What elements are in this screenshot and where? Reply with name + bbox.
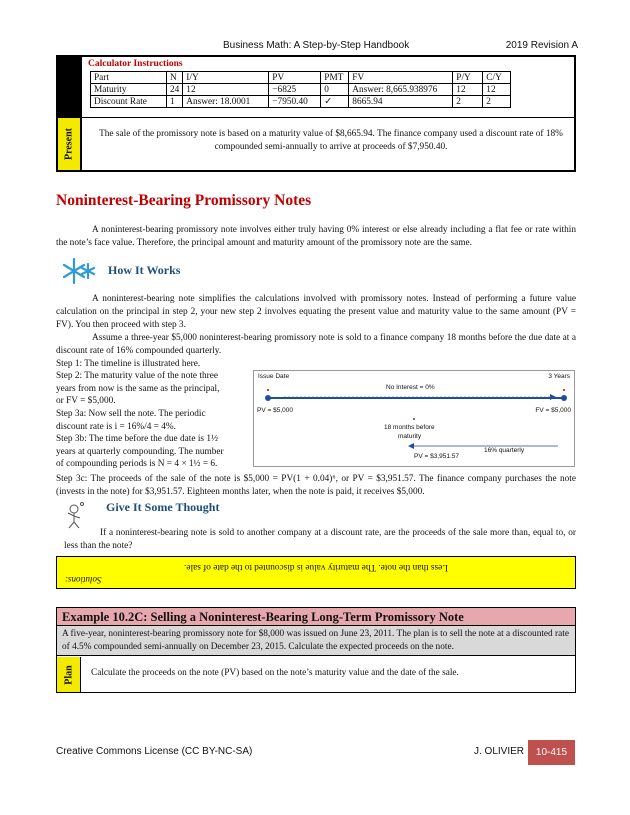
calc-cell: 2 xyxy=(483,96,511,108)
header-revision: 2019 Revision A xyxy=(505,40,578,51)
timeline-end-dot xyxy=(561,395,567,401)
step-line: years from now is the same as the principal, xyxy=(56,383,220,394)
present-text: The sale of the promissory note is based on a maturity value of $8,665.94. The finance company used a discount rate of 18% compounded semi-annually to arrive at proceeds of $7,950.40. xyxy=(99,129,563,152)
solution-box xyxy=(56,556,576,589)
solution-flipped-content xyxy=(57,557,575,588)
timeline-end-label: 3 Years xyxy=(548,373,570,380)
step-line: Step 2: The maturity value of the note three xyxy=(56,371,218,381)
plan-side-bar xyxy=(57,657,81,692)
calculator-instructions-box xyxy=(56,55,576,117)
step-3a xyxy=(56,408,206,433)
page-header xyxy=(56,40,578,52)
present-side-bar xyxy=(58,118,82,170)
solution-label: Solutions: xyxy=(65,575,102,585)
section-title: Noninterest-Bearing Promissory Notes xyxy=(56,192,312,209)
calc-row-maturity xyxy=(91,84,511,96)
header-title: Business Math: A Step-by-Step Handbook xyxy=(223,40,410,51)
calc-cell: ✓ xyxy=(321,96,349,108)
plan-text: Calculate the proceeds on the note (PV) based on the note’s maturity value and the date of the sale. xyxy=(91,668,459,678)
step-2 xyxy=(56,370,219,408)
give-it-thought-heading: Give It Some Thought xyxy=(106,500,220,514)
calc-side-bar xyxy=(58,57,82,117)
thinking-person-icon xyxy=(60,500,90,530)
calc-cell: Discount Rate xyxy=(91,96,167,108)
present-box xyxy=(56,117,576,172)
calc-header-cell: I/Y xyxy=(183,72,269,84)
timeline-fv: FV = $5,000 xyxy=(535,407,571,414)
arrow-head-icon xyxy=(550,394,556,400)
example-box xyxy=(56,607,576,693)
calc-title: Calculator Instructions xyxy=(88,59,183,69)
page-footer xyxy=(56,740,576,765)
arrow-head-left-icon xyxy=(408,443,414,449)
step-3b xyxy=(56,433,224,471)
solution-text: Less than the note. The maturity value is discounted to the date of sale. xyxy=(184,562,448,572)
example-title: Example 10.2C: Selling a Noninterest-Bearing Long-Term Promissory Note xyxy=(57,608,575,626)
timeline-diagram xyxy=(253,370,575,467)
calc-header-cell: N xyxy=(167,72,183,84)
timeline-proceeds: PV = $3,951.57 xyxy=(414,453,459,460)
step-3c: Step 3c: The proceeds of the sale of the note is $5,000 = PV(1 + 0.04)⁶, or PV = $3,951.57. The finance company purchases the note (invests in the note) for $3,951.57. Eighteen months later, when the note is paid, it receives $5,000. xyxy=(56,474,576,497)
calc-row-discount-rate xyxy=(91,96,511,108)
calc-cell: 12 xyxy=(453,84,483,96)
calc-table xyxy=(90,71,511,108)
calc-cell: 24 xyxy=(167,84,183,96)
timeline-middle-1: 18 months before xyxy=(384,424,435,431)
calc-cell: 8665.94 xyxy=(349,96,453,108)
calc-cell: −6825 xyxy=(269,84,321,96)
calc-cell: 1 xyxy=(167,96,183,108)
calc-header-cell: C/Y xyxy=(483,72,511,84)
calc-cell: Maturity xyxy=(91,84,167,96)
calc-header-cell: Part xyxy=(91,72,167,84)
calc-header-cell: PV xyxy=(269,72,321,84)
calc-cell: −7950.40 xyxy=(269,96,321,108)
timeline-rate: 16% quarterly xyxy=(484,447,525,454)
thought-question: If a noninterest-bearing note is sold to another company at a discount rate, are the proceeds of the sale more than, equal to, or less than the note? xyxy=(64,528,576,551)
timeline-middle-2: maturity xyxy=(398,433,422,440)
step-line: Step 3a: Now sell the note. The periodic xyxy=(56,409,206,419)
assumption-paragraph: Assume a three-year $5,000 noninterest-bearing promissory note is sold to a finance company 18 months before the due date at a discount rate of 16% compounded quarterly. xyxy=(56,333,576,356)
calc-header-cell: P/Y xyxy=(453,72,483,84)
step-line: years at quarterly compounding. The number xyxy=(56,446,224,457)
calc-cell: 12 xyxy=(483,84,511,96)
step-line: of compounding periods is N = 4 × 1½ = 6. xyxy=(56,459,218,470)
example-body: A five-year, noninterest-bearing promissory note for $8,000 was issued on June 23, 2011. The plan is to sell the note at a discounted rate of 4.5% compounded semi-annually on December 23, 2015. Calculate the expected proceeds on the note. xyxy=(57,626,575,656)
timeline-issue-date: Issue Date xyxy=(258,373,290,380)
calc-cell: Answer: 8,665.938976 xyxy=(349,84,453,96)
calc-cell: 2 xyxy=(453,96,483,108)
plan-label: Plan xyxy=(63,664,74,685)
page-number-badge: 10-415 xyxy=(528,740,575,765)
step-line: discount rate is i = 16%/4 = 4%. xyxy=(56,421,176,432)
step-line: Step 3b: The time before the due date is 1½ xyxy=(56,434,218,444)
footer-author: J. OLIVIER xyxy=(474,746,525,757)
snowflake-icon xyxy=(60,256,100,286)
calc-cell: 0 xyxy=(321,84,349,96)
calc-header-cell: PMT xyxy=(321,72,349,84)
how-it-works-heading: How It Works xyxy=(108,263,181,277)
timeline-pv: PV = $5,000 xyxy=(257,407,293,414)
step-1: Step 1: The timeline is illustrated here. xyxy=(56,359,201,369)
present-label: Present xyxy=(63,127,75,161)
timeline-no-interest: No Interest = 0% xyxy=(386,384,435,391)
calc-header-cell: FV xyxy=(349,72,453,84)
section-intro: A noninterest-bearing promissory note involves either truly having 0% interest or else already including a flat fee or rate within the note’s face value. Therefore, the principal amount and maturity amount of the promissory note are the same. xyxy=(56,225,576,248)
calc-cell: Answer: 18.0001 xyxy=(183,96,269,108)
footer-license: Creative Commons License (CC BY-NC-SA) xyxy=(56,746,253,757)
calc-cell: 12 xyxy=(183,84,269,96)
step-line: or FV = $5,000. xyxy=(56,396,116,407)
calc-header-row xyxy=(91,72,511,84)
how-it-works-paragraph: A noninterest-bearing note simplifies the calculations involved with promissory notes. Instead of performing a future value calculation on the principal in step 2, your new step 2 involves equating the present value and maturity value to the same amount (PV = FV). You then proceed with step 3. xyxy=(56,294,576,330)
timeline-start-dot xyxy=(265,395,271,401)
